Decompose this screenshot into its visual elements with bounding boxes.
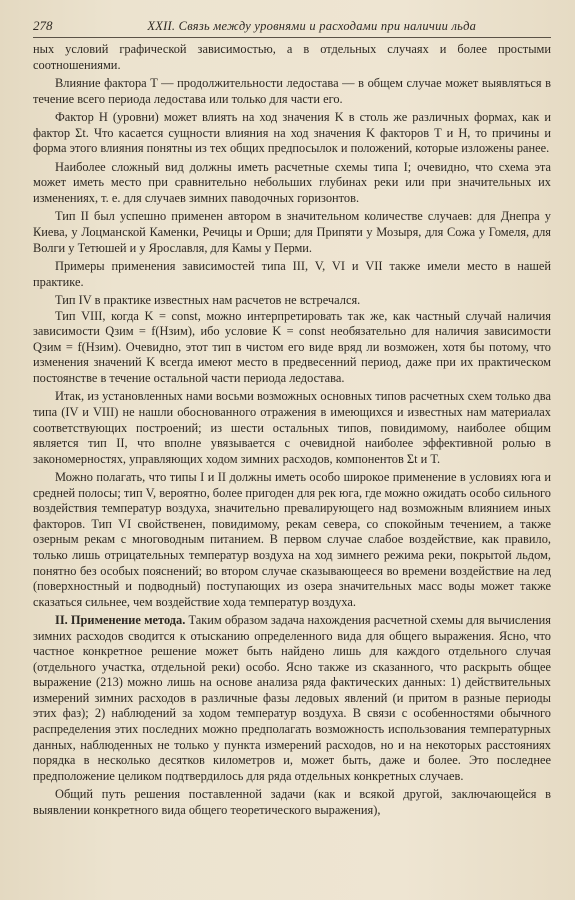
paragraph: Тип VIII, когда K = const, можно интерпретировать так же, как частный случай наличия зависимости Qзим = f(Hзим), ибо условие K = const необязательно для наличия зависимости Qзим = f(Hзим). Очевидно, этот тип в чистом его виде вряд ли возможен, хотя бы потому, что изменения значений K всегда имеют место в предвесенний период, даже при их практическом постоянстве в течение остальной части периода ледостава. [33,308,551,385]
paragraph: Можно полагать, что типы I и II должны иметь особо широкое применение в условиях юга и средней полосы; тип V, вероятно, более пригоден для рек юга, где можно ожидать особо сильного воздействия температур воздуха, значительно превалирующего над возможным влиянием иных факторов. Тип VI свойственен, повидимому, рекам севера, со спокойным течением, а также озерным рекам с многоводным питанием. В первом случае слабое воздействие, как правило, только лишь отрицательных температур воздуха на ход зимнего режима реки, покрытой льдом, понятно без особых пояснений; во втором случае сказывающееся во времени воздействие на лед (поверхностный и подводный) поступающих из озера значительных масс воды может также сказаться сильнее, чем воздействие хода температур воздуха. [33,470,552,609]
section-heading: II. Применение метода. [55,613,186,628]
paragraph: Фактор H (уровни) может влиять на ход значения K в столь же различных формах, как и фактор Σt. Что касается сущности влияния на ход значения K факторов T и H, то причины и форма этого влияния понятны из тех общих предпосылок и положений, которые изложены ранее. [33,110,551,156]
body-text [33,42,551,818]
paragraph: Влияние фактора T — продолжительности ледостава — в общем случае может выявляться в течение всего периода ледостава или только для части его. [33,76,551,106]
paragraph: Общий путь решения поставленной задачи (как и всякой другой, заключающейся в выявлении конкретного вида общего теоретического выражения), [33,787,551,817]
page-number: 278 [33,18,53,33]
paragraph: Тип II был успешно применен автором в значительном количестве случаев: для Днепра у Киева, у Лоцманской Каменки, Речицы и Орши; для Припяти у Мозыря, для Сожа у Гомеля, для Волги у Тетюшей и у Ярославля, для Камы у Перми. [33,209,551,255]
page-header [33,18,551,38]
running-head: XXII. Связь между уровнями и расходами при наличии льда [147,19,477,33]
section-paragraph [33,613,551,784]
paragraph: ных условий графической зависимостью, а в отдельных случаях и более простыми соотношениями. [33,42,551,72]
paragraph: Итак, из установленных нами восьми возможных основных типов расчетных схем только два типа (IV и VIII) не нашли обоснованного отражения в имеющихся и известных нам материалах соответствующих построений; из шести остальных типов, повидимому, наиболее общим является тип II, что вполне увязывается с очевидной наиболее эффективной ролью в закономерностях, управляющих ходом зимних расходов, компонентов Σt и T. [33,389,551,466]
paragraph: Примеры применения зависимостей типа III, V, VI и VII также имели место в нашей практике. [33,259,551,289]
paragraph: Тип IV в практике известных нам расчетов не встречался. [55,293,361,308]
section-text: Таким образом задача нахождения расчетной схемы для вычисления зимних расходов сводится к отысканию определенного вида для общего выражения. Ясно, что частное конкретное решение может быть найдено лишь для каждого отдельного случая (отдельного участка, отдельной реки) особо. Ясно также из сказанного, что раскрыть общее выражение (213) можно лишь на основе анализа ряда фактических данных: 1) действительных измерений зимних расходов в различные фазы ледовых явлений (и притом в разные периоды этих фаз); 2) наблюдений за ходом температур воздуха. В связи с особенностями обычного распределения этих последних можно предполагать возможность использования температурных данных, наблюденных не только у пункта измерений расходов, но и на некоторых расстояниях порядка в несколько десятков километров и, может быть, даже и более. Это последнее предположение целиком подтвердилось для ряда отдельных конкретных случаев. [33,613,551,783]
paragraph: Наиболее сложный вид должны иметь расчетные схемы типа I; очевидно, что схема эта может иметь место при сравнительно небольших глубинах реки или при значительных их изменениях, т. е. для случаев зимних паводочных горизонтов. [33,159,551,205]
